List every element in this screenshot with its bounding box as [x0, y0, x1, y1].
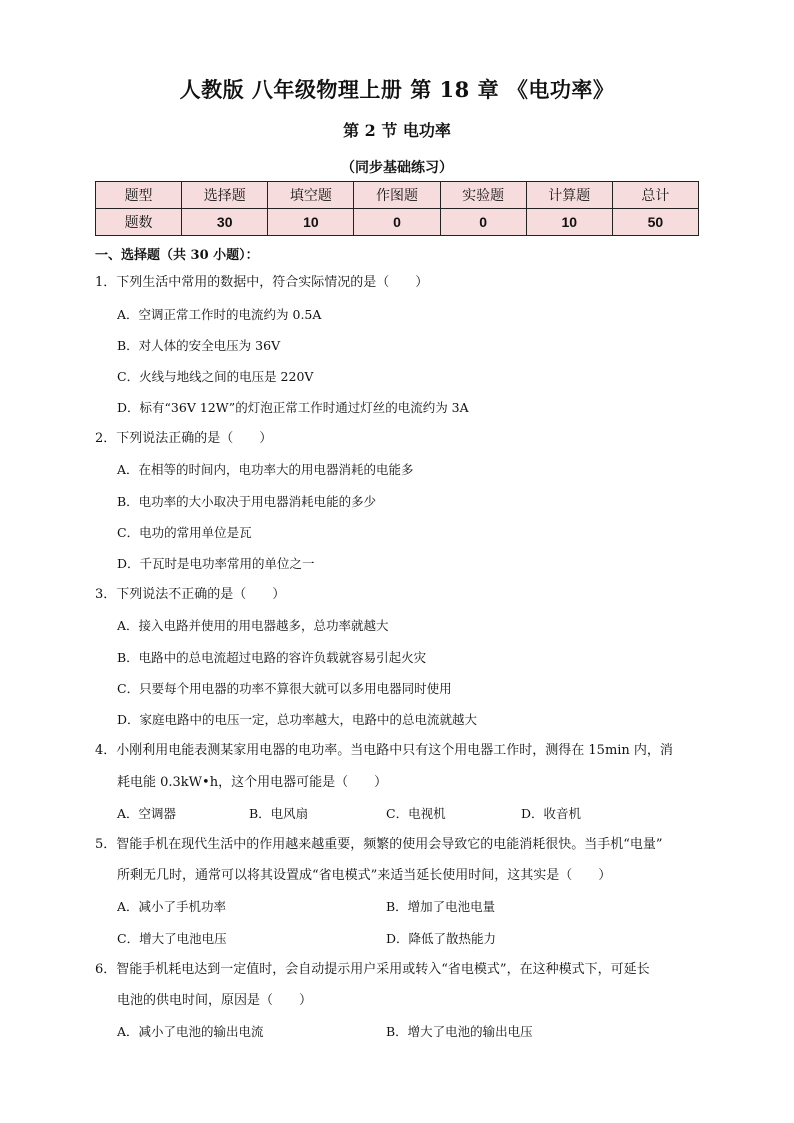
table-header-cell: 计算题	[526, 182, 612, 209]
option: B．对人体的安全电压为 36V	[117, 338, 281, 353]
option: B．电功率的大小取决于用电器消耗电能的多少	[117, 494, 377, 509]
option: C．只要每个用电器的功率不算很大就可以多用电器同时使用	[117, 681, 452, 696]
table-row	[96, 209, 699, 236]
part-heading: 一、选择题（共 30 小题）：	[95, 248, 259, 263]
option: D．降低了散热能力	[386, 931, 497, 946]
question-stem: 3．下列说法不正确的是（ ）	[95, 587, 286, 602]
option: A．减小了电池的输出电流	[117, 1024, 264, 1039]
option: C．电功的常用单位是瓦	[117, 525, 252, 540]
table-cell: 10	[526, 209, 612, 236]
option: A．空调正常工作时的电流约为 0.5A	[117, 307, 322, 322]
table-cell: 50	[612, 209, 698, 236]
table-cell: 0	[440, 209, 526, 236]
option: B．电风扇	[249, 806, 309, 821]
table-header-cell: 题型	[96, 182, 182, 209]
table-header-cell: 填空题	[268, 182, 354, 209]
question-stats-table	[95, 181, 699, 236]
table-cell: 30	[182, 209, 268, 236]
option: D．千瓦时是电功率常用的单位之一	[117, 556, 315, 571]
section-title: 第 2 节 电功率	[343, 121, 451, 140]
option: C．电视机	[386, 806, 446, 821]
question-stem: 2．下列说法正确的是（ ）	[95, 431, 273, 446]
document-subtitle: （同步基础练习）	[341, 160, 453, 176]
question-stem: 6．智能手机耗电达到一定值时，会自动提示用户采用或转入“省电模式”，在这种模式下，可延长	[95, 962, 650, 977]
question-stem: 4．小刚利用电能表测某家用电器的电功率。当电路中只有这个用电器工作时，测得在 15min 内，消	[95, 743, 673, 758]
table-header-cell: 选择题	[182, 182, 268, 209]
question-stem: 耗电能 0.3kW•h，这个用电器可能是（ ）	[117, 775, 388, 790]
table-header-cell: 实验题	[440, 182, 526, 209]
option: A．空调器	[117, 806, 177, 821]
question-stem: 所剩无几时，通常可以将其设置成“省电模式”来适当延长使用时间，这其实是（ ）	[117, 868, 612, 883]
option: A．在相等的时间内，电功率大的用电器消耗的电能多	[117, 462, 414, 477]
option: A．减小了手机功率	[117, 899, 227, 914]
document-title: 人教版 八年级物理上册 第 18 章 《电功率》	[179, 77, 615, 102]
question-stem: 电池的供电时间，原因是（ ）	[117, 993, 313, 1008]
option: B．增大了电池的输出电压	[386, 1024, 533, 1039]
option: B．电路中的总电流超过电路的容许负载就容易引起火灾	[117, 650, 427, 665]
option: C．增大了电池电压	[117, 931, 227, 946]
question-stem: 5．智能手机在现代生活中的作用越来越重要，频繁的使用会导致它的电能消耗很快。当手机“电量”	[95, 837, 663, 852]
table-row-label: 题数	[96, 209, 182, 236]
option: D．家庭电路中的电压一定，总功率越大，电路中的总电流就越大	[117, 712, 478, 727]
table-header-row	[96, 182, 699, 209]
option: D．收音机	[521, 806, 582, 821]
question-stem: 1．下列生活中常用的数据中，符合实际情况的是（ ）	[95, 275, 429, 290]
table-header-cell: 作图题	[354, 182, 440, 209]
option: C．火线与地线之间的电压是 220V	[117, 369, 314, 384]
option: A．接入电路并使用的用电器越多，总功率就越大	[117, 618, 389, 633]
table-header-cell: 总计	[612, 182, 698, 209]
option: B．增加了电池电量	[386, 899, 496, 914]
table-cell: 0	[354, 209, 440, 236]
table-cell: 10	[268, 209, 354, 236]
option: D．标有“36V 12W”的灯泡正常工作时通过灯丝的电流约为 3A	[117, 400, 469, 415]
